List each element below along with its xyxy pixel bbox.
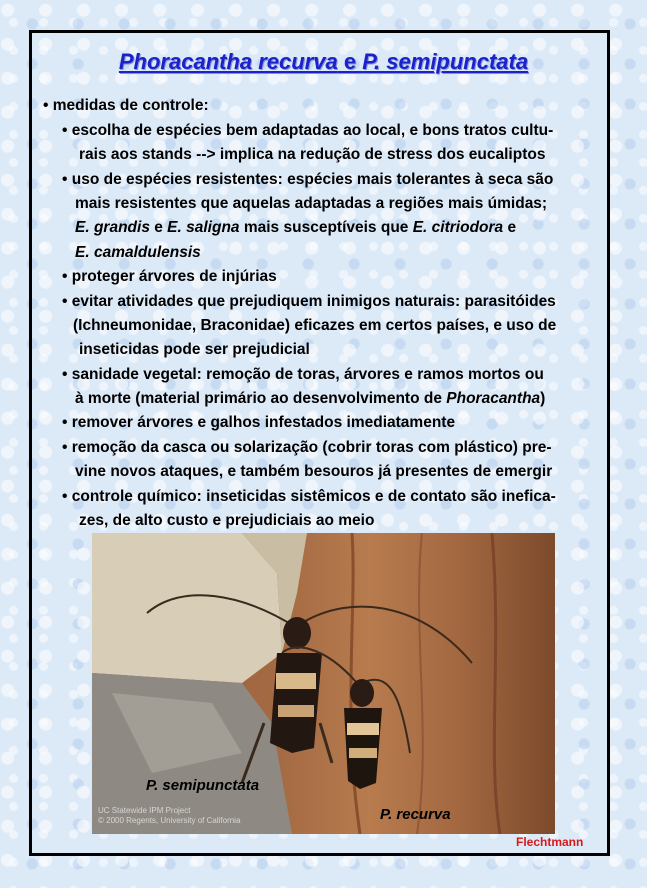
author-name: Flechtmann xyxy=(516,835,584,849)
bullet-bark-removal: • remoção da casca ou solarização (cobrir toras com plástico) pre- xyxy=(62,439,552,456)
species-e-grandis: E. grandis xyxy=(75,219,150,236)
bullet-natural-enemies-cont2: inseticidas pode ser prejudicial xyxy=(79,341,310,358)
list-header: • medidas de controle: xyxy=(43,97,209,114)
species-e-camaldulensis: E. camaldulensis xyxy=(75,244,201,261)
bullet-resistant-species-cont: mais resistentes que aquelas adaptadas a regiões mais úmidas; xyxy=(75,195,548,212)
genus-phoracantha: Phoracantha xyxy=(446,390,541,407)
bullet-sanitation-cont: à morte (material primário ao desenvolvimento de Phoracantha) xyxy=(75,390,546,407)
caption-recurva: P. recurva xyxy=(380,806,451,823)
bullet-sanitation: • sanidade vegetal: remoção de toras, árvores e ramos mortos ou xyxy=(62,366,544,383)
slide-title xyxy=(0,49,647,75)
bullet-chemical-control-cont: zes, de alto custo e prejudiciais ao meio xyxy=(79,512,375,529)
beetles-photo xyxy=(92,533,555,834)
bullet-protect-trees: • proteger árvores de injúrias xyxy=(62,268,277,285)
species-e-citriodora: E. citriodora xyxy=(412,219,504,236)
bullet-adapted-species-cont: rais aos stands --> implica na redução de stress dos eucaliptos xyxy=(79,146,546,163)
bullet-chemical-control: • controle químico: inseticidas sistêmicos e de contato são inefica- xyxy=(62,488,556,505)
bullet-resistant-species-names: E. grandis e E. saligna mais susceptíveis que E. citriodora e xyxy=(75,219,517,236)
bullet-natural-enemies-cont: (Ichneumonidae, Braconidae) eficazes em certos países, e uso de xyxy=(73,317,557,334)
species-e-saligna: E. saligna xyxy=(167,219,240,236)
bullet-natural-enemies: • evitar atividades que prejudiquem inimigos naturais: parasitóides xyxy=(62,293,556,310)
photo-credit: UC Statewide IPM Project © 2000 Regents, University of California xyxy=(98,806,241,825)
bullet-remove-infested: • remover árvores e galhos infestados imediatamente xyxy=(62,414,456,431)
title-connector: e xyxy=(337,49,363,74)
caption-semipunctata: P. semipunctata xyxy=(146,777,260,794)
title-species-1: Phoracantha recurva xyxy=(118,49,338,74)
bullet-bark-removal-cont: vine novos ataques, e também besouros já presentes de emergir xyxy=(75,463,553,480)
title-species-2: P. semipunctata xyxy=(362,49,529,74)
bullet-adapted-species: • escolha de espécies bem adaptadas ao local, e bons tratos cultu- xyxy=(62,122,554,139)
bullet-resistant-species: • uso de espécies resistentes: espécies mais tolerantes à seca são xyxy=(62,171,554,188)
